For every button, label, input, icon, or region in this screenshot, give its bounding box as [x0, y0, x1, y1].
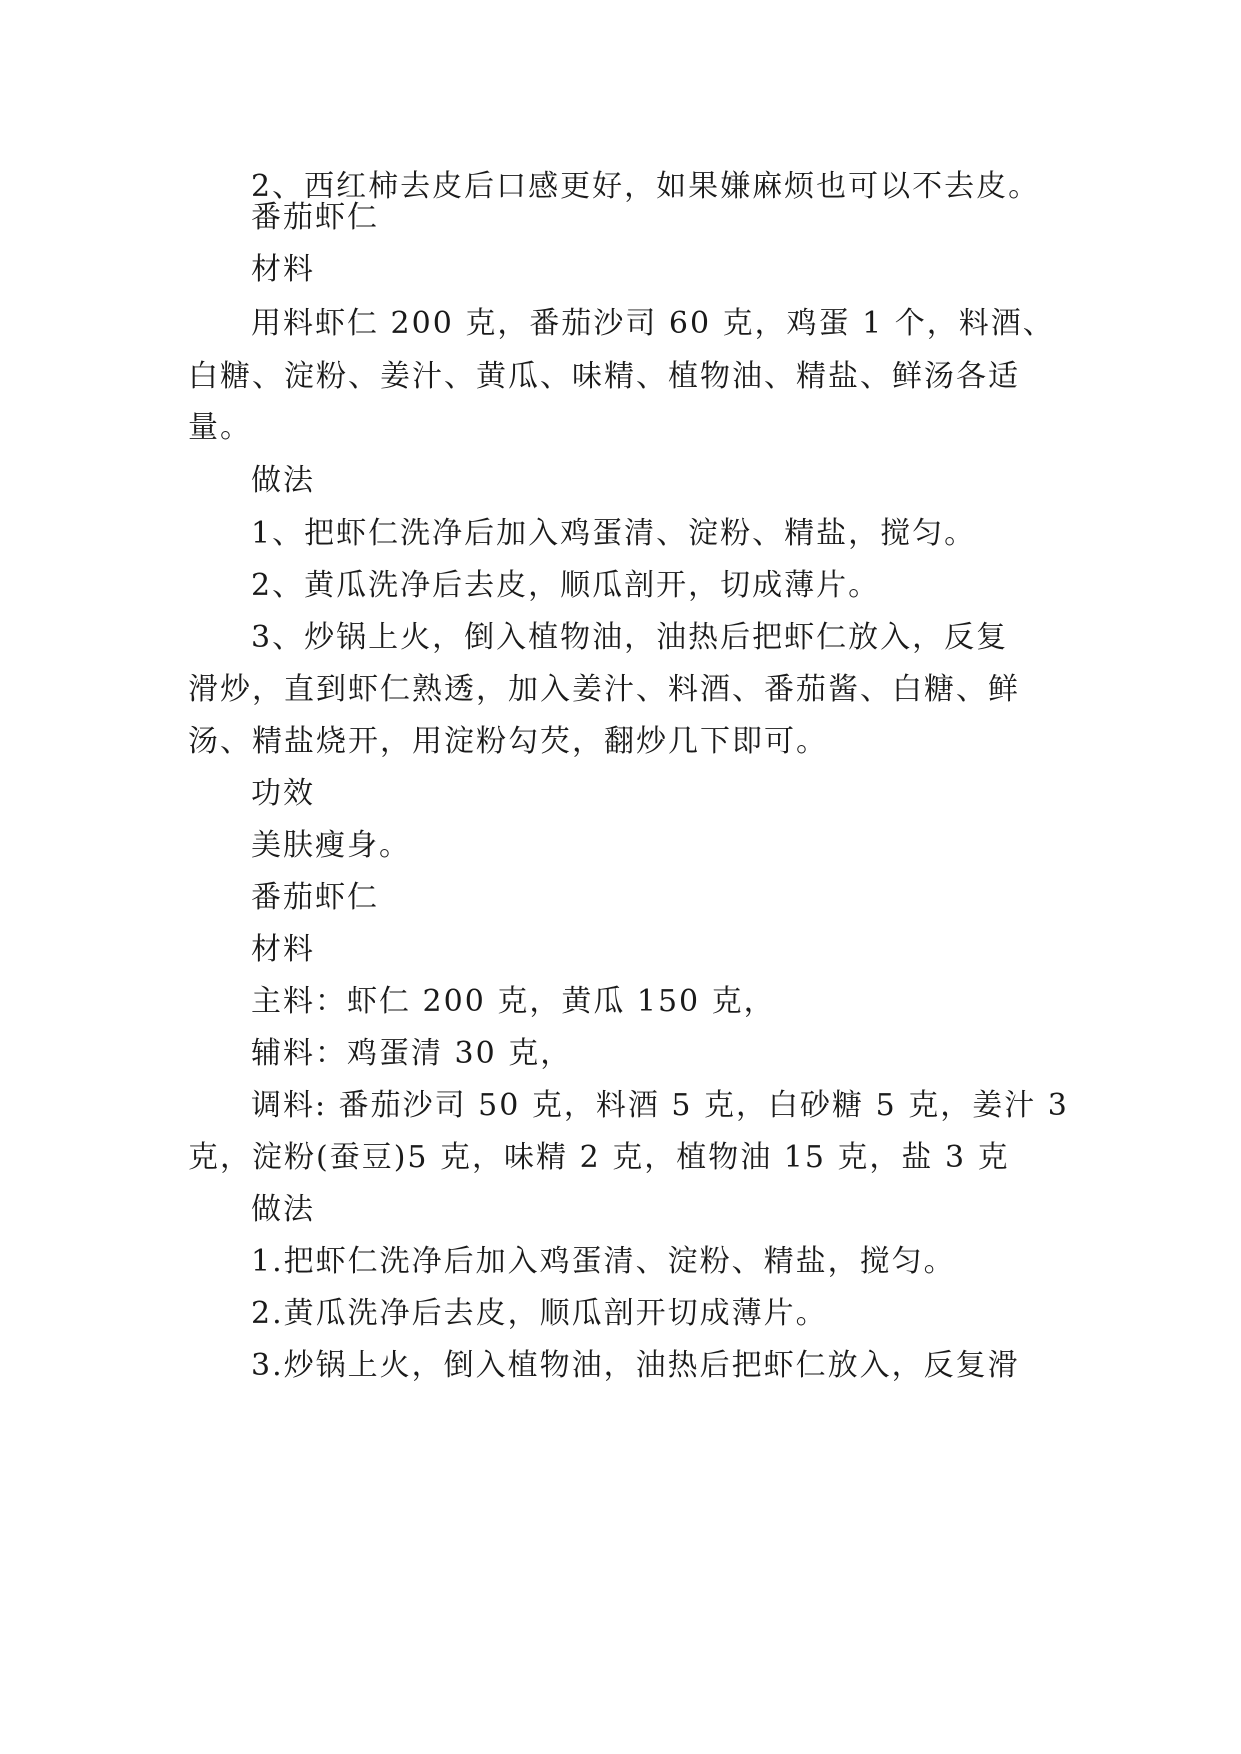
subheading-effect: 功效	[251, 776, 315, 811]
paragraph-line: 主料：虾仁 200 克，黄瓜 150 克，	[251, 984, 776, 1019]
paragraph-line: 1.把虾仁洗净后加入鸡蛋清、淀粉、精盐，搅匀。	[251, 1244, 956, 1279]
paragraph-line: 辅料：鸡蛋清 30 克，	[251, 1036, 573, 1071]
subheading-ingredients: 材料	[251, 252, 315, 287]
paragraph-line: 1、把虾仁洗净后加入鸡蛋清、淀粉、精盐，搅匀。	[251, 516, 977, 551]
paragraph-line: 3.炒锅上火，倒入植物油，油热后把虾仁放入，反复滑	[251, 1348, 1020, 1383]
paragraph-line: 3、炒锅上火，倒入植物油，油热后把虾仁放入，反复	[251, 620, 1009, 655]
paragraph-line: 量。	[188, 410, 252, 445]
paragraph-line: 调料: 番茄沙司 50 克，料酒 5 克，白砂糖 5 克，姜汁 3	[251, 1088, 1069, 1123]
subheading-method: 做法	[251, 1192, 315, 1227]
section-heading: 番茄虾仁	[251, 880, 379, 915]
paragraph-line: 美肤瘦身。	[251, 828, 411, 863]
section-heading: 番茄虾仁	[251, 200, 379, 235]
subheading-method: 做法	[251, 463, 315, 498]
paragraph-line: 2、黄瓜洗净后去皮，顺瓜剖开，切成薄片。	[251, 568, 881, 603]
subheading-ingredients: 材料	[251, 932, 315, 967]
paragraph-line: 白糖、淀粉、姜汁、黄瓜、味精、植物油、精盐、鲜汤各适	[188, 359, 1020, 394]
paragraph-line: 汤、精盐烧开，用淀粉勾芡，翻炒几下即可。	[188, 724, 828, 759]
paragraph-line: 用料虾仁 200 克，番茄沙司 60 克，鸡蛋 1 个，料酒、	[251, 306, 1055, 341]
paragraph-line: 2、西红柿去皮后口感更好，如果嫌麻烦也可以不去皮。	[251, 169, 1041, 204]
paragraph-line: 滑炒，直到虾仁熟透，加入姜汁、料酒、番茄酱、白糖、鲜	[188, 672, 1020, 707]
paragraph-line: 克，淀粉(蚕豆)5 克，味精 2 克，植物油 15 克，盐 3 克	[188, 1140, 1010, 1175]
paragraph-line: 2.黄瓜洗净后去皮，顺瓜剖开切成薄片。	[251, 1296, 828, 1331]
